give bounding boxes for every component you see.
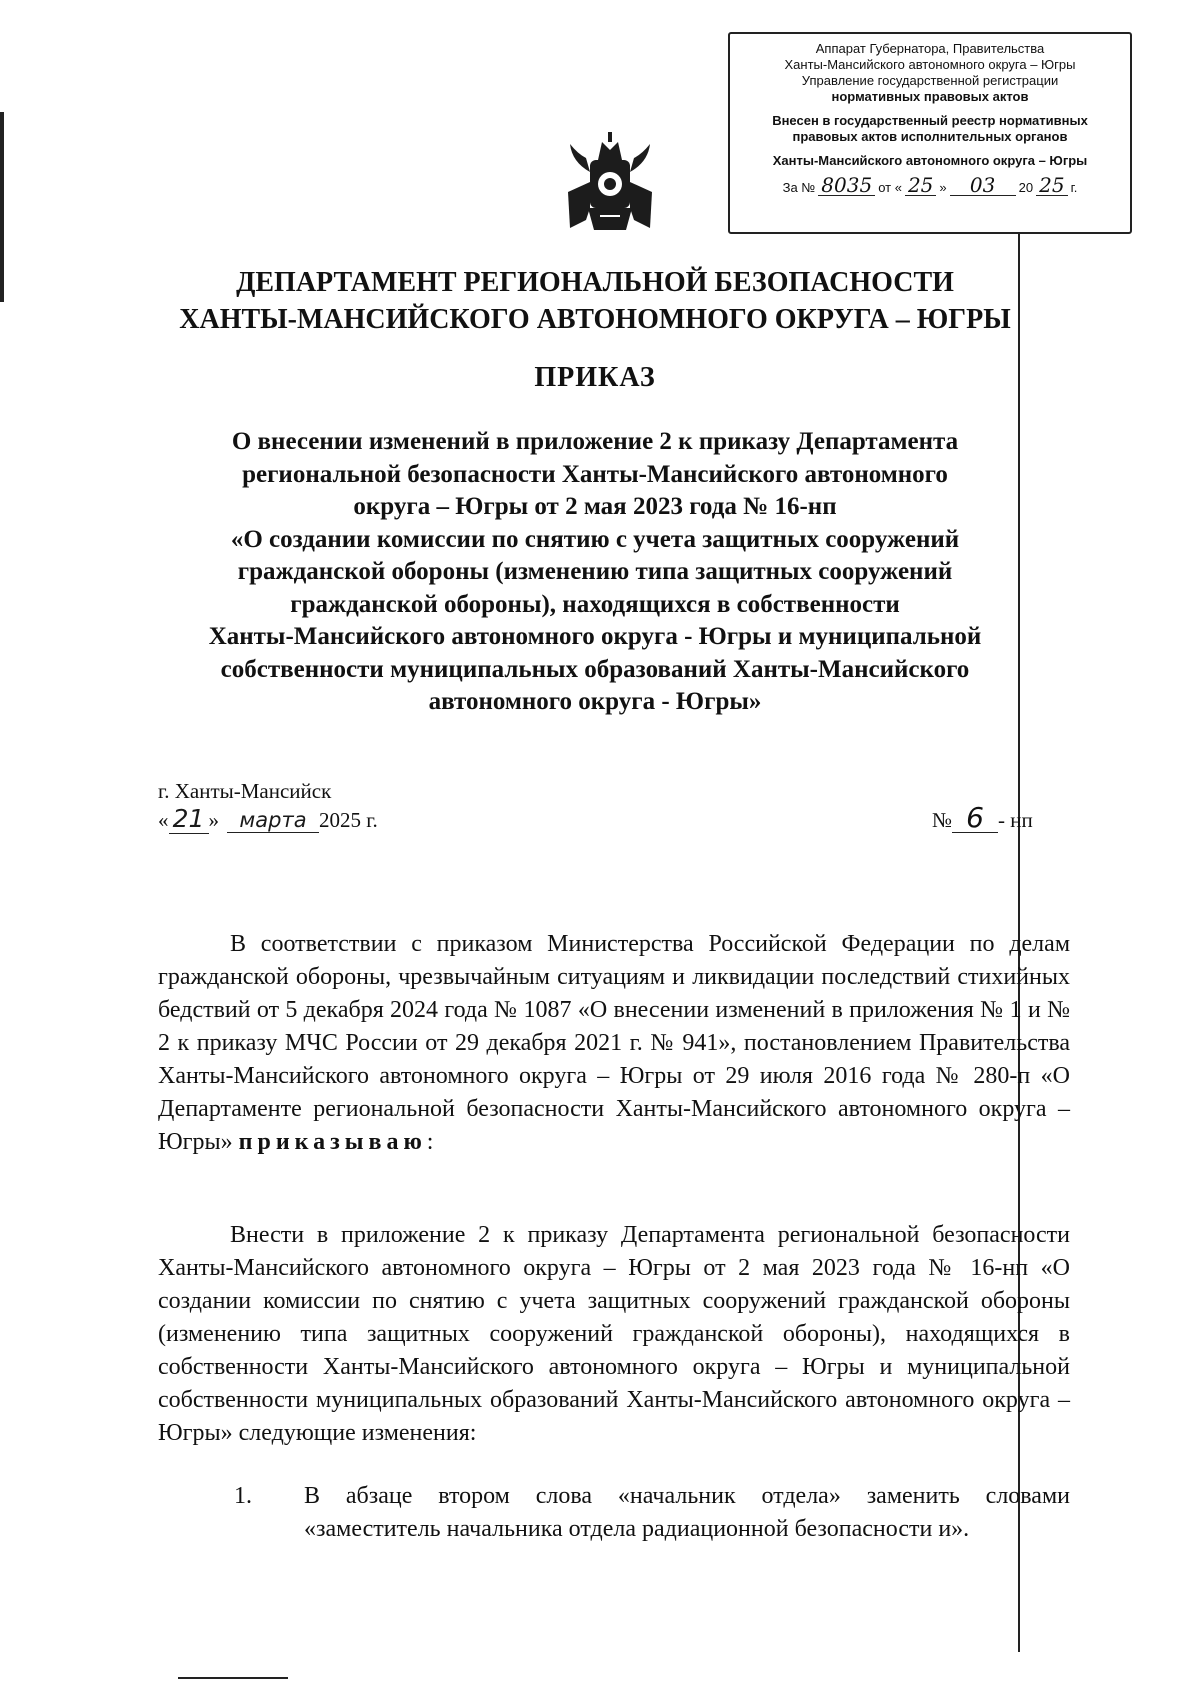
list-item-number: 1.	[234, 1483, 252, 1509]
stamp-line: нормативных правовых актов	[831, 89, 1029, 104]
order-date: « 21 » марта 2025 г.	[158, 804, 378, 833]
stamp-line: Управление государственной регистрации	[801, 73, 1059, 88]
scan-edge-left	[0, 112, 4, 302]
date-month: марта	[227, 808, 319, 833]
operative-paragraph: Внести в приложение 2 к приказу Департамента региональной безопасности Ханты-Мансийского автономного округа – Югры от 2 мая 2023 года № 16-нп «О создании комиссии по снятию с учета защитных сооружений гражданской обороны (изменению типа защитных сооружений гражданской обороны), находящихся в собственности Ханты-Мансийского автономного округа – Югры и муниципальной собственности муниципальных образований Ханты-Мансийского автономного округа – Югры» следующие изменения:	[158, 1222, 1070, 1446]
list-item	[158, 1480, 1070, 1546]
stamp-reg-day: 25	[905, 175, 936, 196]
registration-stamp	[728, 32, 1132, 234]
stamp-line: Аппарат Губернатора, Правительства	[815, 41, 1045, 56]
preamble-paragraph: В соответствии с приказом Министерства Российской Федерации по делам гражданской обороны, чрезвычайным ситуациям и ликвидации последствий стихийных бедствий от 5 декабря 2024 года № 1087 «О внесении изменений в приложения № 1 и № 2 к приказу МЧС России от 29 декабря 2021 г. № 941», постановлением Правительства Ханты-Мансийского автономного округа – Югры от 29 июля 2016 года № 280-п «О Департаменте региональной безопасности Ханты-Мансийского автономного округа – Югры» приказываю:	[158, 931, 1070, 1155]
stamp-registration-row: За № 8035 от « 25 » 03 20 25 г.	[782, 173, 1078, 197]
stamp-line: правовых актов исполнительных органов	[792, 129, 1068, 144]
stamp-line: Ханты-Мансийского автономного округа – Югры	[772, 153, 1088, 168]
list-item-text: В абзаце втором слова «начальник отдела» заменить словами «заместитель начальника отдела радиационной безопасности и».	[304, 1483, 1070, 1542]
order-number: № 6 - нп	[932, 801, 1033, 834]
stamp-line: Внесен в государственный реестр нормативных	[772, 113, 1088, 128]
order-verb: приказываю	[238, 1129, 427, 1155]
stamp-reg-number: 8035	[818, 175, 875, 196]
stamp-reg-year: 25	[1036, 175, 1067, 196]
scan-edge-bottom	[178, 1677, 288, 1679]
stamp-line: Ханты-Мансийского автономного округа – Югры	[784, 57, 1076, 72]
document-type: ПРИКАЗ	[534, 362, 656, 393]
date-day: 21	[169, 804, 209, 834]
coat-of-arms-icon	[560, 132, 660, 237]
order-number-value: 6	[952, 804, 998, 833]
order-subject: О внесении изменений в приложение 2 к приказу Департамента региональной безопасности Ханты-Мансийского автономного округа – Югры от 2 мая 2023 года № 16-нп «О создании комиссии по снятию с учета защитных сооружений гражданской обороны (изменению типа защитных сооружений гражданской обороны), находящихся в собственности Ханты-Мансийского автономного округа - Югры и муниципальной собственности муниципальных образований Ханты-Мансийского автономного округа - Югры»	[208, 428, 982, 715]
stamp-reg-month: 03	[950, 175, 1016, 196]
department-title: ДЕПАРТАМЕНТ РЕГИОНАЛЬНОЙ БЕЗОПАСНОСТИ ХАНТЫ-МАНСИЙСКОГО АВТОНОМНОГО ОКРУГА – ЮГРЫ	[179, 267, 1011, 335]
place-of-issue: г. Ханты-Мансийск	[158, 779, 332, 803]
